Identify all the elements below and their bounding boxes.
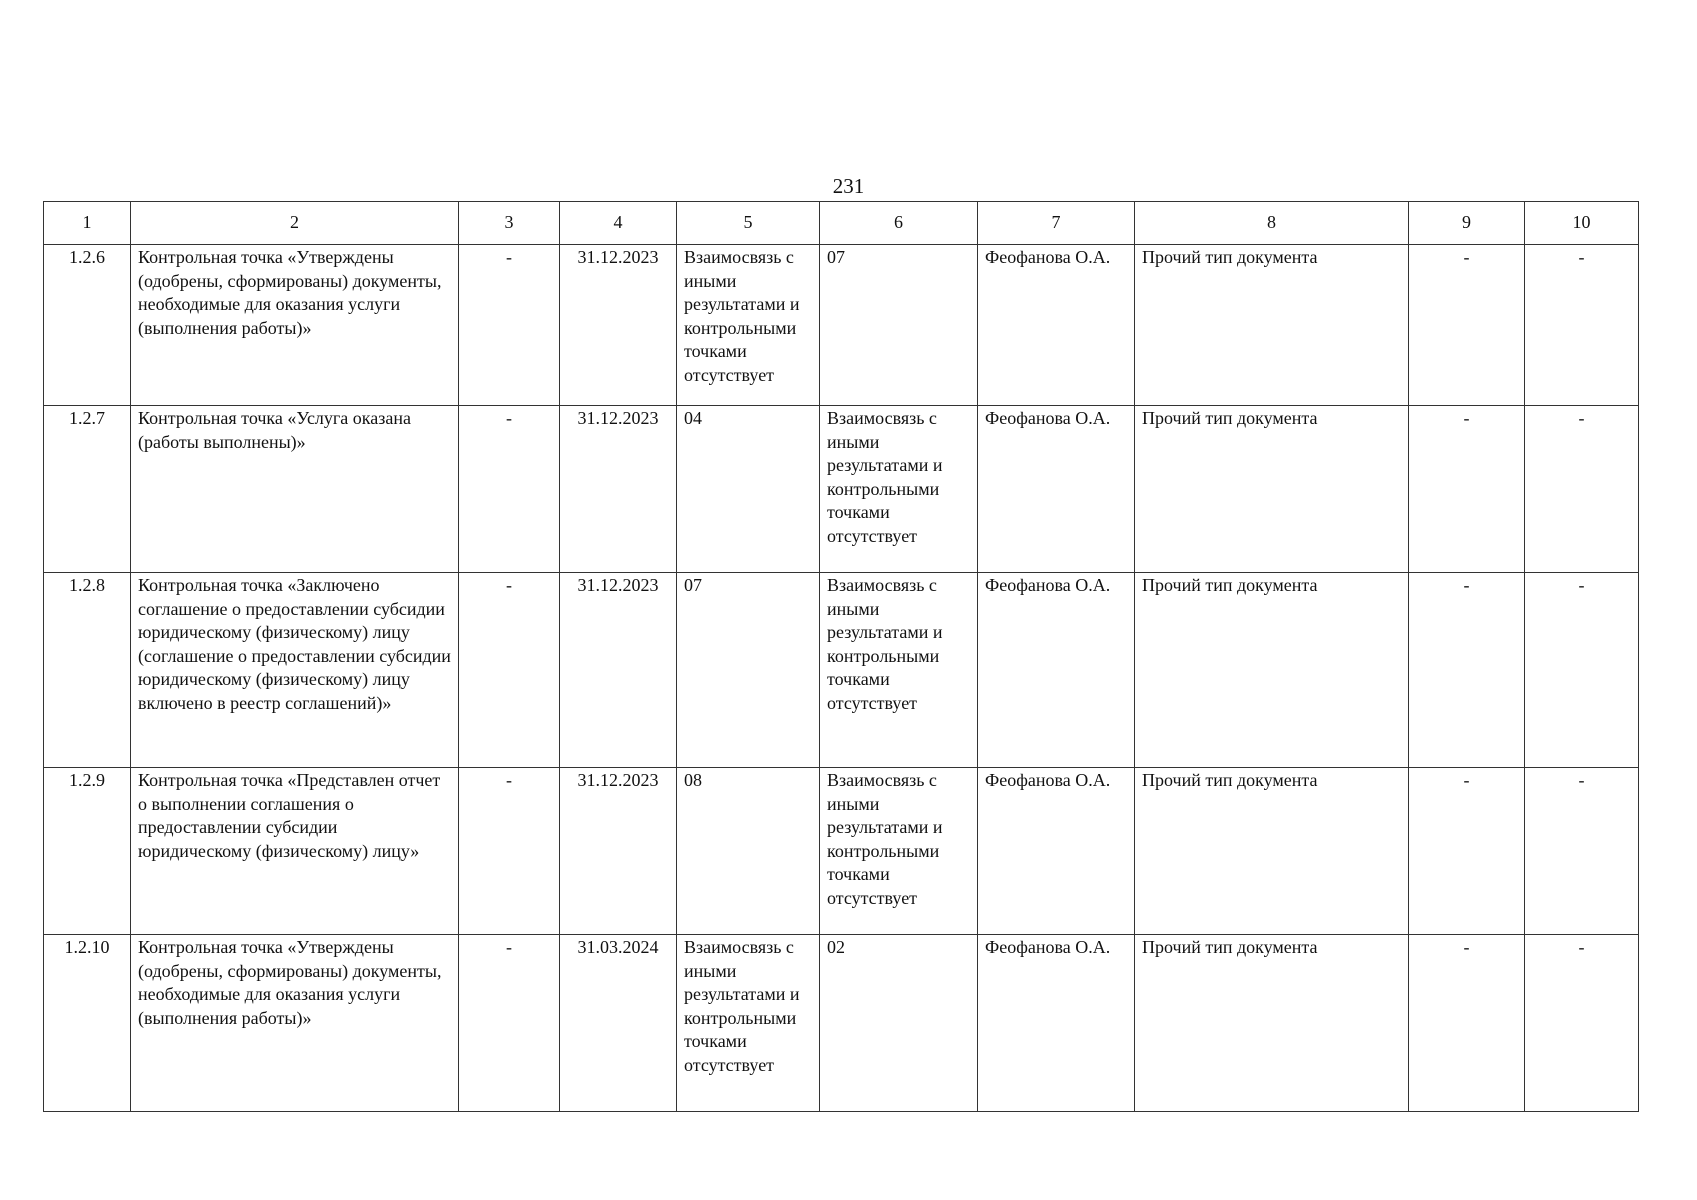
responsible-person: Феофанова О.А. [978,935,1135,1112]
document-type: Прочий тип документа [1135,406,1409,573]
cell-col6: 07 [820,245,978,406]
column-header-7: 7 [978,202,1135,245]
table-row [44,935,1639,1112]
row-number: 1.2.8 [44,573,131,768]
page-number: 231 [832,174,865,198]
table-row [44,768,1639,935]
cell-col5: Взаимосвязь с иными результатами и контрольными точками отсутствует [677,935,820,1112]
due-date: 31.12.2023 [560,768,677,935]
row-number: 1.2.7 [44,406,131,573]
cell-col6: 02 [820,935,978,1112]
cell-col10: - [1525,406,1639,573]
cell-col9: - [1409,768,1525,935]
column-header-10: 10 [1525,202,1639,245]
column-header-9: 9 [1409,202,1525,245]
document-type: Прочий тип документа [1135,245,1409,406]
control-point-name: Контрольная точка «Утверждены (одобрены, сформированы) документы, необходимые для оказания услуги (выполнения работы)» [131,245,459,406]
cell-col5: Взаимосвязь с иными результатами и контрольными точками отсутствует [677,245,820,406]
column-header-2: 2 [131,202,459,245]
column-header-8: 8 [1135,202,1409,245]
cell-col9: - [1409,245,1525,406]
table-row [44,573,1639,768]
cell-col3: - [459,573,560,768]
control-points-table [43,201,1639,1112]
document-type: Прочий тип документа [1135,573,1409,768]
cell-col10: - [1525,245,1639,406]
due-date: 31.12.2023 [560,245,677,406]
control-point-name: Контрольная точка «Заключено соглашение о предоставлении субсидии юридическому (физическому) лицу (соглашение о предоставлении субсидии юридическому (физическому) лицу включено в реестр соглашений)» [131,573,459,768]
cell-col3: - [459,406,560,573]
row-number: 1.2.9 [44,768,131,935]
table-header-row [44,202,1639,245]
cell-col3: - [459,768,560,935]
column-header-1: 1 [44,202,131,245]
responsible-person: Феофанова О.А. [978,406,1135,573]
cell-col9: - [1409,935,1525,1112]
column-header-6: 6 [820,202,978,245]
cell-col10: - [1525,768,1639,935]
cell-col9: - [1409,573,1525,768]
due-date: 31.03.2024 [560,935,677,1112]
cell-col5: 08 [677,768,820,935]
control-point-name: Контрольная точка «Утверждены (одобрены, сформированы) документы, необходимые для оказания услуги (выполнения работы)» [131,935,459,1112]
cell-col6: Взаимосвязь с иными результатами и контрольными точками отсутствует [820,406,978,573]
column-header-4: 4 [560,202,677,245]
cell-col6: Взаимосвязь с иными результатами и контрольными точками отсутствует [820,573,978,768]
table-row [44,245,1639,406]
due-date: 31.12.2023 [560,406,677,573]
row-number: 1.2.6 [44,245,131,406]
cell-col9: - [1409,406,1525,573]
cell-col5: 04 [677,406,820,573]
responsible-person: Феофанова О.А. [978,768,1135,935]
due-date: 31.12.2023 [560,573,677,768]
document-type: Прочий тип документа [1135,768,1409,935]
control-point-name: Контрольная точка «Услуга оказана (работы выполнены)» [131,406,459,573]
cell-col6: Взаимосвязь с иными результатами и контрольными точками отсутствует [820,768,978,935]
responsible-person: Феофанова О.А. [978,573,1135,768]
cell-col3: - [459,935,560,1112]
responsible-person: Феофанова О.А. [978,245,1135,406]
table-row [44,406,1639,573]
row-number: 1.2.10 [44,935,131,1112]
control-point-name: Контрольная точка «Представлен отчет о выполнении соглашения о предоставлении субсидии юридическому (физическому) лицу» [131,768,459,935]
cell-col10: - [1525,935,1639,1112]
cell-col5: 07 [677,573,820,768]
column-header-5: 5 [677,202,820,245]
document-type: Прочий тип документа [1135,935,1409,1112]
cell-col3: - [459,245,560,406]
column-header-3: 3 [459,202,560,245]
cell-col10: - [1525,573,1639,768]
